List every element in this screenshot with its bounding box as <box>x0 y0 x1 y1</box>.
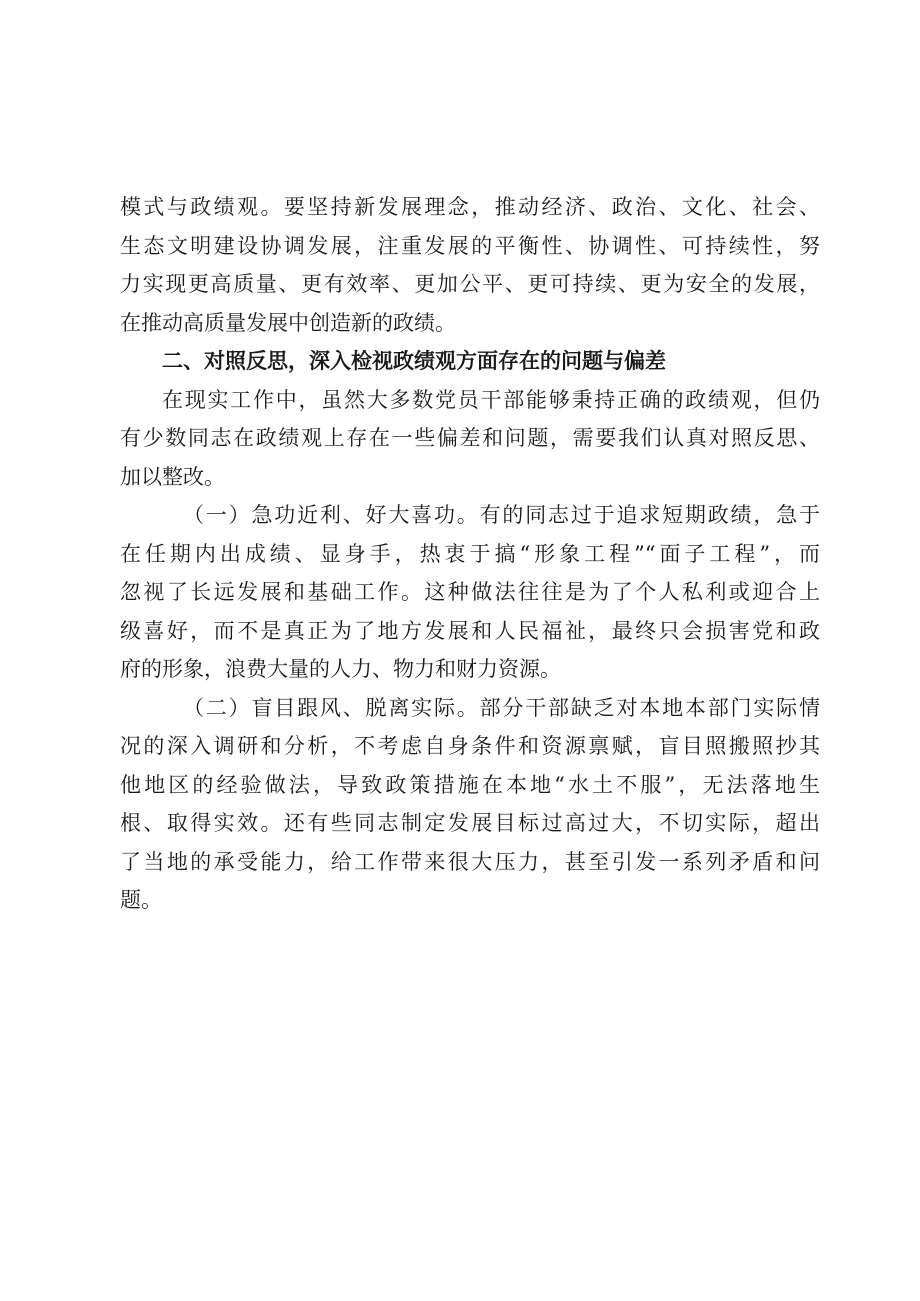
text-line: 府的形象，浪费大量的人力、物力和财力资源。 <box>120 657 561 681</box>
section-heading-text: 二、对照反思，深入检视政绩观方面存在的问题与偏差 <box>162 349 666 373</box>
text-line: 模式与政绩观。要坚持新发展理念，推动经济、政治、文化、社会、 <box>120 195 820 219</box>
text-line: 加以整改。 <box>120 464 225 489</box>
text-line: 在任期内出成绩、显身手，热衷于搞“形象工程”“面子工程”，而 <box>120 541 820 566</box>
text-line: 忽视了长远发展和基础工作。这种做法往往是为了个人私利或迎合上 <box>120 580 820 604</box>
text-line: 生态文明建设协调发展，注重发展的平衡性、协调性、可持续性，努 <box>120 233 820 258</box>
text-line: 在推动高质量发展中创造新的政绩。 <box>120 310 456 335</box>
text-line: 况的深入调研和分析，不考虑自身条件和资源禀赋，盲目照搬照抄其 <box>120 734 820 758</box>
text-line: 了当地的承受能力，给工作带来很大压力，甚至引发一系列矛盾和问 <box>120 849 820 874</box>
item-one-paragraph <box>120 496 820 689</box>
section-heading <box>120 342 820 381</box>
intro-paragraph <box>120 381 820 497</box>
text-line: 在现实工作中，虽然大多数党员干部能够秉持正确的政绩观，但仍 <box>162 387 820 412</box>
document-body <box>120 188 820 920</box>
text-line: 级喜好，而不是真正为了地方发展和人民福祉，最终只会损害党和政 <box>120 618 820 643</box>
text-line: （二）盲目跟风、脱离实际。部分干部缺乏对本地本部门实际情 <box>183 695 820 720</box>
text-line: （一）急功近利、好大喜功。有的同志过于追求短期政绩，急于 <box>183 503 820 527</box>
item-two-paragraph <box>120 689 820 920</box>
paragraph-continued <box>120 188 820 342</box>
text-line: 有少数同志在政绩观上存在一些偏差和问题，需要我们认真对照反思、 <box>120 426 820 450</box>
text-line: 题。 <box>120 888 162 912</box>
text-line: 力实现更高质量、更有效率、更加公平、更可持续、更为安全的发展， <box>120 272 820 296</box>
text-line: 根、取得实效。还有些同志制定发展目标过高过大，不切实际，超出 <box>120 811 820 835</box>
text-line: 他地区的经验做法，导致政策措施在本地“水土不服”，无法落地生 <box>120 772 820 797</box>
